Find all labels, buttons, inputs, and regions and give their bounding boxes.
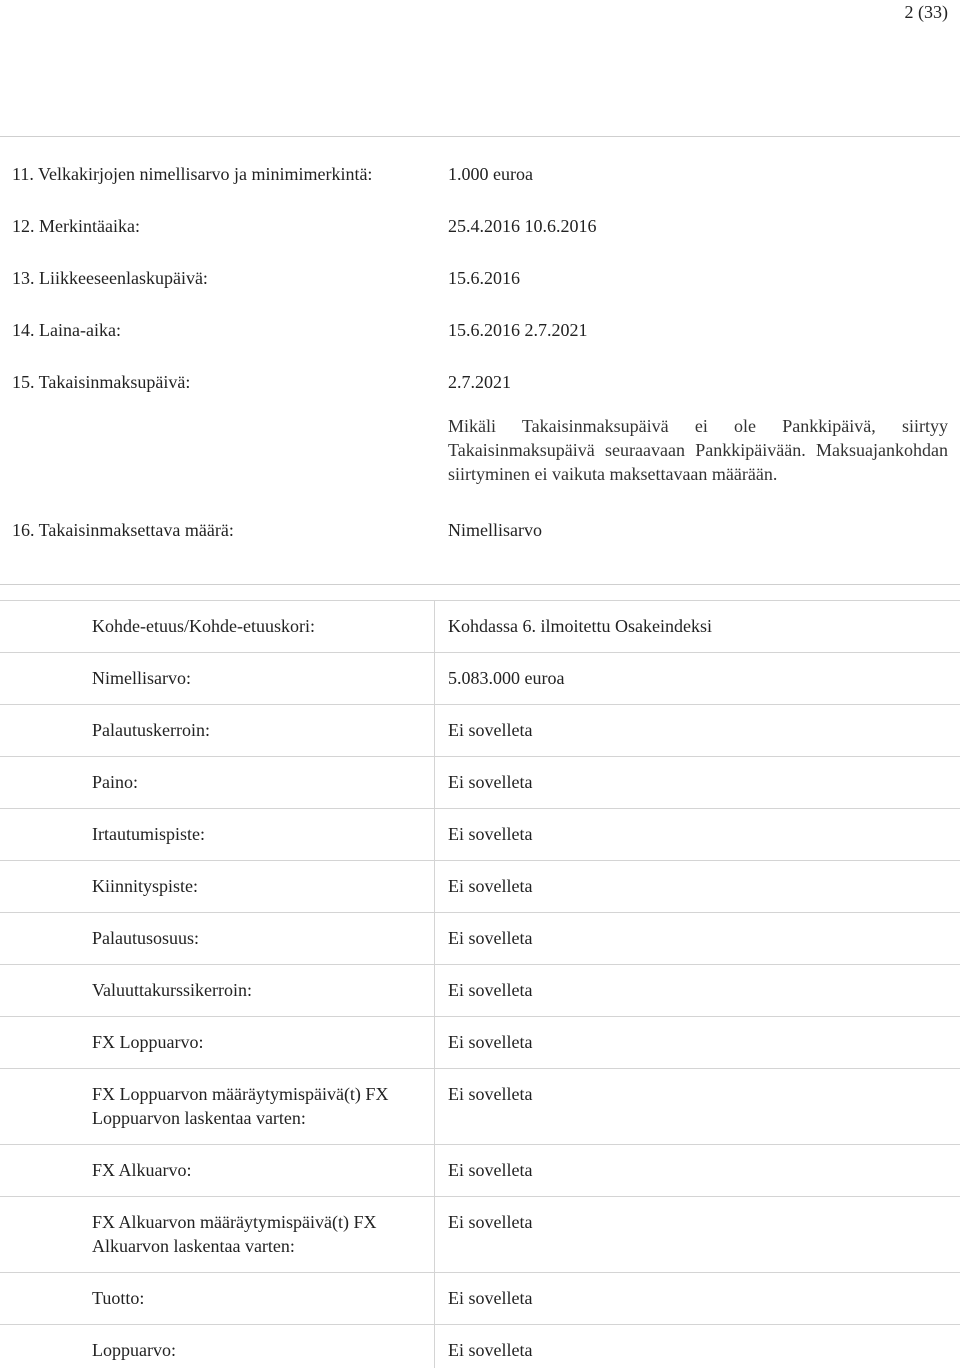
table-rule xyxy=(0,1068,960,1069)
detail-value: Ei sovelleta xyxy=(448,1160,533,1180)
detail-value: Ei sovelleta xyxy=(448,928,533,948)
term-value: 25.4.2016 10.6.2016 xyxy=(448,216,597,236)
detail-label: Paino: xyxy=(92,772,139,792)
detail-value: Ei sovelleta xyxy=(448,1032,533,1052)
detail-value: Ei sovelleta xyxy=(448,980,533,1000)
table-rule xyxy=(0,912,960,913)
table-rule xyxy=(0,652,960,653)
detail-value: Ei sovelleta xyxy=(448,1084,533,1104)
term-label: 12. Merkintäaika: xyxy=(12,216,140,236)
detail-value: 5.083.000 euroa xyxy=(448,668,565,688)
detail-label: Kiinnityspiste: xyxy=(92,876,199,896)
detail-value: Ei sovelleta xyxy=(448,720,533,740)
table-rule xyxy=(0,1196,960,1197)
detail-value: Ei sovelleta xyxy=(448,1212,533,1232)
section-divider xyxy=(0,584,960,585)
repayment-note: Mikäli Takaisinmaksupäivä ei ole Pankkipäivä, siirtyy Takaisinmaksupäivä seuraavaan Pankkipäivään. Maksuajankohdan siirtyminen ei vaikuta maksettavaan määrään. xyxy=(448,416,948,484)
detail-label: Valuuttakurssikerroin: xyxy=(92,980,252,1000)
detail-value: Ei sovelleta xyxy=(448,876,533,896)
detail-value: Ei sovelleta xyxy=(448,824,533,844)
table-rule xyxy=(0,600,960,601)
table-rule xyxy=(0,756,960,757)
table-rule xyxy=(0,808,960,809)
detail-label: FX Loppuarvon määräytymispäivä(t) FX Loppuarvon laskentaa varten: xyxy=(92,1084,389,1128)
table-rule xyxy=(0,860,960,861)
table-rule xyxy=(0,964,960,965)
detail-label: Palautuskerroin: xyxy=(92,720,210,740)
table-rule xyxy=(0,1272,960,1273)
term-label: 15. Takaisinmaksupäivä: xyxy=(12,372,191,392)
detail-value: Kohdassa 6. ilmoitettu Osakeindeksi xyxy=(448,616,712,636)
detail-label: Tuotto: xyxy=(92,1288,145,1308)
term-value: 15.6.2016 xyxy=(448,268,520,288)
table-rule xyxy=(0,1144,960,1145)
detail-label: Loppuarvo: xyxy=(92,1340,176,1360)
term-value: 2.7.2021 xyxy=(448,372,511,392)
detail-label: Irtautumispiste: xyxy=(92,824,205,844)
term-label: 11. Velkakirjojen nimellisarvo ja minimimerkintä: xyxy=(12,164,373,184)
detail-value: Ei sovelleta xyxy=(448,1288,533,1308)
detail-label: Kohde-etuus/Kohde-etuuskori: xyxy=(92,616,315,636)
detail-label: Palautusosuus: xyxy=(92,928,200,948)
table-rule xyxy=(0,1324,960,1325)
detail-label: FX Alkuarvon määräytymispäivä(t) FX Alkuarvon laskentaa varten: xyxy=(92,1212,377,1256)
top-divider xyxy=(0,136,960,137)
term-value: 1.000 euroa xyxy=(448,164,533,184)
term-label: 16. Takaisinmaksettava määrä: xyxy=(12,520,234,540)
detail-label: FX Loppuarvo: xyxy=(92,1032,204,1052)
detail-value: Ei sovelleta xyxy=(448,1340,533,1360)
term-label: 14. Laina-aika: xyxy=(12,320,121,340)
term-label: 13. Liikkeeseenlaskupäivä: xyxy=(12,268,208,288)
table-rule xyxy=(0,704,960,705)
detail-label: Nimellisarvo: xyxy=(92,668,191,688)
page-number: 2 (33) xyxy=(904,2,948,22)
detail-value: Ei sovelleta xyxy=(448,772,533,792)
column-divider xyxy=(434,600,435,1368)
term-value: Nimellisarvo xyxy=(448,520,542,540)
detail-label: FX Alkuarvo: xyxy=(92,1160,192,1180)
term-value: 15.6.2016 2.7.2021 xyxy=(448,320,588,340)
table-rule xyxy=(0,1016,960,1017)
